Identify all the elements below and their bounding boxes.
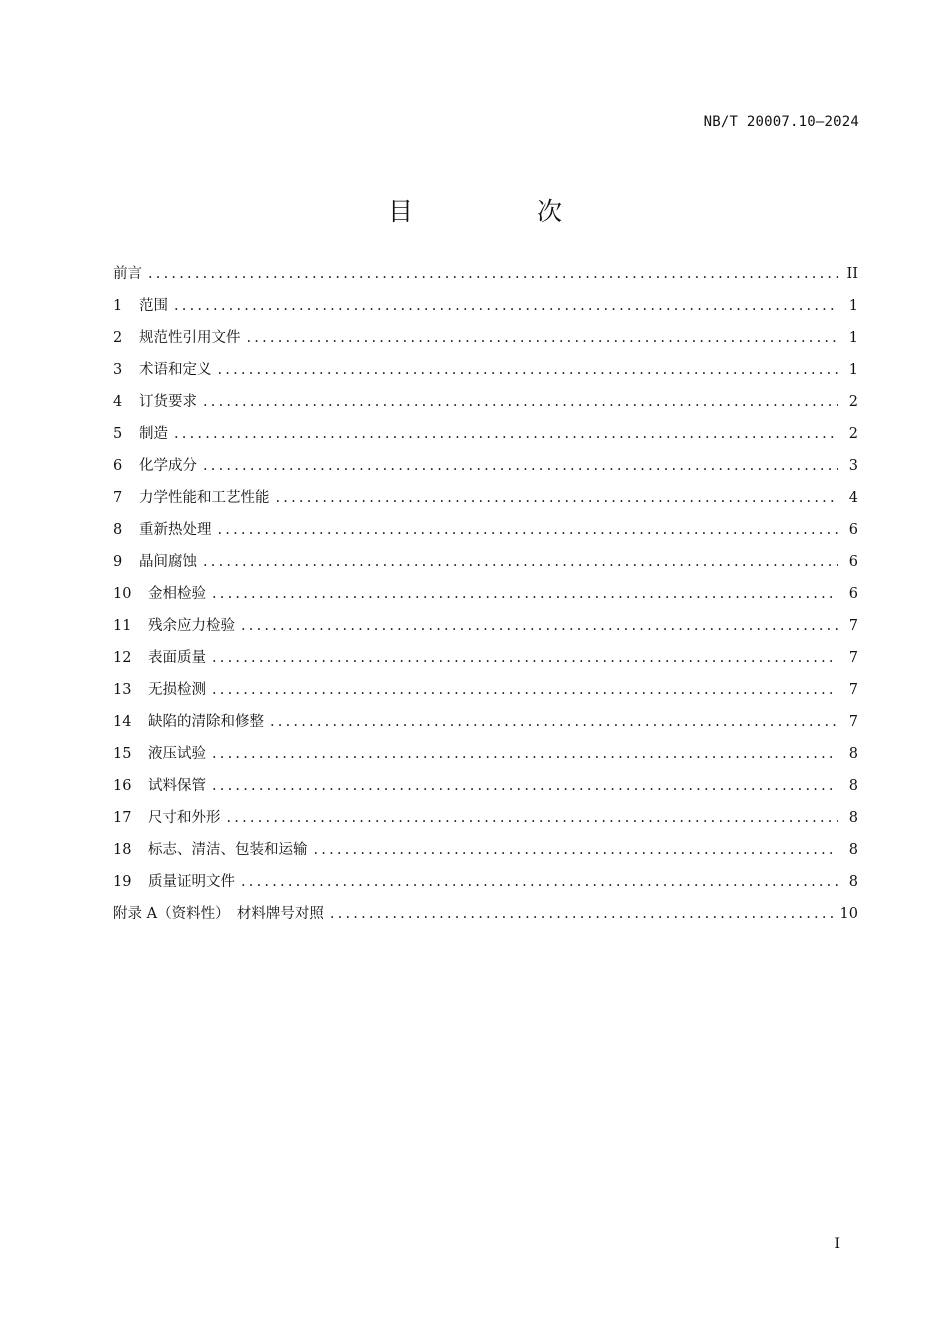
toc-entry-page: 4: [848, 490, 858, 506]
toc-entry[interactable]: [113, 582, 858, 614]
toc-entry-page: 6: [848, 554, 858, 570]
toc-entry-number: 13: [113, 682, 132, 698]
toc-entry-label: 附录 A（资料性） 材料牌号对照: [113, 906, 324, 922]
toc-leader-dots: [212, 678, 838, 702]
toc-entry-label: 力学性能和工艺性能: [139, 490, 270, 506]
toc-leader-dots: [174, 422, 838, 446]
document-code: NB/T 20007.10—2024: [703, 114, 859, 130]
toc-entry-number: 12: [113, 650, 132, 666]
toc-entry-number: 7: [113, 490, 123, 506]
toc-entry[interactable]: [113, 614, 858, 646]
toc-entry-page: 10: [839, 906, 858, 922]
toc-entry-number: 10: [113, 586, 132, 602]
toc-entry-number: 11: [113, 618, 132, 634]
toc-entry-page: 6: [848, 586, 858, 602]
toc-entry-label: 标志、清洁、包装和运输: [148, 842, 308, 858]
toc-entry[interactable]: [113, 550, 858, 582]
toc-entry-number: 17: [113, 810, 132, 826]
toc-entry[interactable]: [113, 646, 858, 678]
toc-entry[interactable]: [113, 806, 858, 838]
toc-entry-label: 试料保管: [148, 778, 206, 794]
toc-entry-label: 金相检验: [148, 586, 206, 602]
toc-entry-label: 缺陷的清除和修整: [148, 714, 264, 730]
toc-entry[interactable]: [113, 486, 858, 518]
toc-entry-page: 6: [848, 522, 858, 538]
toc-entry-number: 5: [113, 426, 123, 442]
toc-entry[interactable]: [113, 838, 858, 870]
toc-entry[interactable]: [113, 518, 858, 550]
toc-entry-page: 8: [848, 842, 858, 858]
toc-leader-dots: [212, 646, 838, 670]
toc-entry-number: 3: [113, 362, 123, 378]
toc-entry-number: 2: [113, 330, 123, 346]
toc-entry[interactable]: [113, 902, 858, 934]
toc-entry-page: 3: [848, 458, 858, 474]
toc-leader-dots: [212, 774, 838, 798]
page-number: I: [834, 1236, 840, 1252]
toc-leader-dots: [241, 614, 838, 638]
toc-entry[interactable]: [113, 742, 858, 774]
toc-entry-number: 8: [113, 522, 123, 538]
toc-leader-dots: [203, 454, 838, 478]
toc-leader-dots: [276, 486, 839, 510]
toc-entry-label: 前言: [113, 266, 142, 282]
toc-entry-page: 7: [848, 618, 858, 634]
toc-entry-page: 8: [848, 874, 858, 890]
toc-entry-page: 7: [848, 650, 858, 666]
toc-entry-page: 8: [848, 746, 858, 762]
toc-leader-dots: [203, 390, 838, 414]
toc-leader-dots: [241, 870, 838, 894]
toc-entry-page: 7: [848, 682, 858, 698]
toc-entry-label: 订货要求: [139, 394, 197, 410]
toc-leader-dots: [218, 518, 839, 542]
toc-leader-dots: [212, 582, 838, 606]
toc-entry-page: 7: [848, 714, 858, 730]
toc-leader-dots: [247, 326, 839, 350]
table-of-contents: [113, 262, 858, 934]
toc-entry-number: 18: [113, 842, 132, 858]
toc-entry-page: 8: [848, 810, 858, 826]
toc-entry-page: 8: [848, 778, 858, 794]
toc-entry-label: 范围: [139, 298, 168, 314]
toc-leader-dots: [174, 294, 838, 318]
toc-entry-page: 2: [848, 426, 858, 442]
toc-entry-number: 4: [113, 394, 123, 410]
toc-entry-label: 晶间腐蚀: [139, 554, 197, 570]
toc-entry[interactable]: [113, 390, 858, 422]
toc-leader-dots: [212, 742, 838, 766]
toc-leader-dots: [203, 550, 838, 574]
toc-entry[interactable]: [113, 326, 858, 358]
toc-entry-number: 9: [113, 554, 123, 570]
toc-entry-label: 质量证明文件: [148, 874, 235, 890]
toc-entry-label: 术语和定义: [139, 362, 212, 378]
toc-leader-dots: [314, 838, 839, 862]
toc-leader-dots: [227, 806, 839, 830]
toc-entry-page: 2: [848, 394, 858, 410]
toc-entry-number: 15: [113, 746, 132, 762]
toc-entry[interactable]: [113, 454, 858, 486]
toc-leader-dots: [270, 710, 838, 734]
toc-entry-number: 14: [113, 714, 132, 730]
toc-entry-label: 重新热处理: [139, 522, 212, 538]
toc-entry[interactable]: [113, 774, 858, 806]
toc-leader-dots: [148, 262, 838, 286]
toc-entry-label: 无损检测: [148, 682, 206, 698]
toc-entry-page: 1: [848, 362, 858, 378]
toc-entry[interactable]: [113, 294, 858, 326]
toc-entry-label: 制造: [139, 426, 168, 442]
toc-entry[interactable]: [113, 678, 858, 710]
toc-entry-label: 残余应力检验: [148, 618, 235, 634]
toc-entry-number: 1: [113, 298, 123, 314]
toc-entry-label: 规范性引用文件: [139, 330, 241, 346]
toc-entry[interactable]: [113, 870, 858, 902]
toc-entry-label: 表面质量: [148, 650, 206, 666]
toc-entry-number: 19: [113, 874, 132, 890]
toc-entry-number: 6: [113, 458, 123, 474]
toc-entry-page: 1: [848, 298, 858, 314]
toc-entry-page: 1: [848, 330, 858, 346]
toc-entry-label: 液压试验: [148, 746, 206, 762]
toc-entry-label: 化学成分: [139, 458, 197, 474]
toc-entry[interactable]: [113, 358, 858, 390]
toc-leader-dots: [330, 902, 834, 926]
toc-entry-page: II: [846, 266, 858, 282]
toc-leader-dots: [218, 358, 839, 382]
toc-entry-number: 16: [113, 778, 132, 794]
toc-entry[interactable]: [113, 422, 858, 454]
page-title: 目 次: [388, 197, 620, 226]
toc-entry-label: 尺寸和外形: [148, 810, 221, 826]
toc-entry[interactable]: [113, 710, 858, 742]
toc-entry[interactable]: [113, 262, 858, 294]
